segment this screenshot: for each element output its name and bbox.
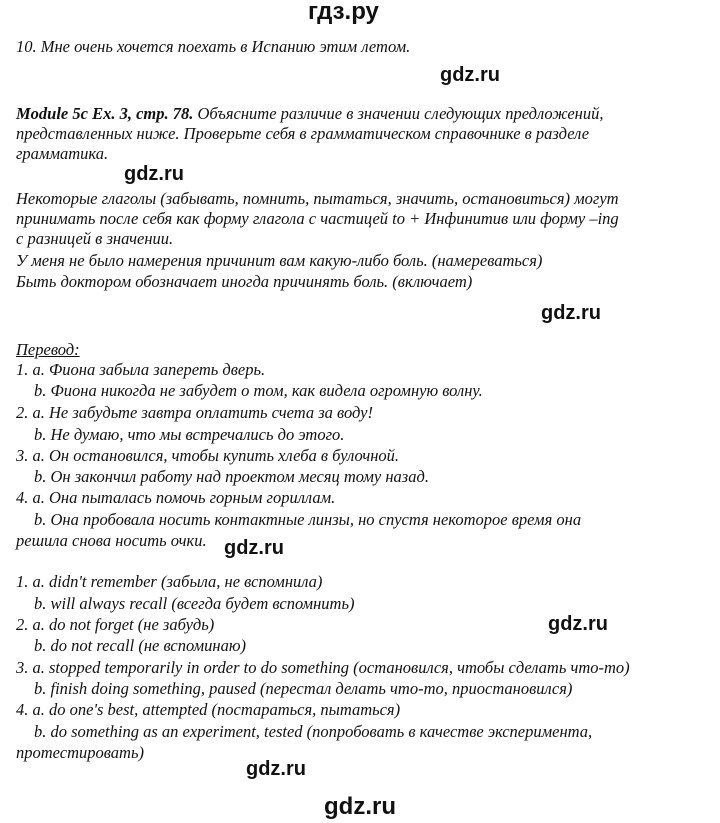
watermark: gdz.ru [548, 613, 608, 635]
explanation-line: с разницей в значении. [16, 229, 174, 248]
answer-item: b. will always recall (всегда будет вспомнить) [34, 594, 355, 613]
explanation-line: У меня не было намерения причинит вам какую-либо боль. (намереваться) [16, 251, 543, 270]
answer-item: b. do not recall (не вспоминаю) [34, 636, 246, 655]
watermark: gdz.ru [224, 537, 284, 559]
answer-item: 3. a. stopped temporarily in order to do something (остановился, чтобы сделать что-то) [16, 658, 630, 677]
translation-heading: Перевод: [16, 340, 80, 359]
watermark: gdz.ru [246, 758, 306, 780]
explanation-line: Некоторые глаголы (забывать, помнить, пытаться, значить, остановиться) могут [16, 189, 619, 208]
translation-item: b. Он закончил работу над проектом месяц тому назад. [34, 467, 429, 486]
answer-item: b. finish doing something, paused (перестал делать что-то, приостановился) [34, 679, 573, 698]
answer-item: 2. a. do not forget (не забудь) [16, 615, 215, 634]
translation-item: b. Она пробовала носить контактные линзы, но спустя некоторое время она [34, 510, 582, 529]
task-reference: Module 5c Ex. 3, стр. 78. [16, 104, 194, 123]
watermark: gdz.ru [541, 302, 601, 324]
task-heading [16, 104, 604, 124]
watermark: gdz.ru [124, 163, 184, 185]
translation-item: решила снова носить очки. [16, 531, 207, 550]
task-text: представленных ниже. Проверьте себя в грамматическом справочнике в разделе [16, 124, 590, 143]
answer-item: 1. a. didn't remember (забыла, не вспомнила) [16, 572, 323, 591]
watermark-top: гдз.ру [308, 0, 379, 25]
task-text: Объясните различие в значении следующих предложений, [193, 104, 604, 123]
translation-item: 1. a. Фиона забыла запереть дверь. [16, 360, 266, 379]
task-text: грамматика. [16, 144, 109, 163]
explanation-line: Быть доктором обозначает иногда причинять боль. (включает) [16, 272, 473, 291]
explanation-line: принимать после себя как форму глагола с частицей to + Инфинитив или форму –ing [16, 209, 619, 228]
translation-item: 2. a. Не забудьте завтра оплатить счета за воду! [16, 403, 373, 422]
translation-item: b. Не думаю, что мы встречались до этого. [34, 425, 345, 444]
watermark: gdz.ru [324, 793, 396, 820]
translation-item: 3. a. Он остановился, чтобы купить хлеба в булочной. [16, 446, 400, 465]
sentence-10: 10. Мне очень хочется поехать в Испанию этим летом. [16, 37, 411, 56]
answer-item: протестировать) [16, 743, 144, 762]
translation-item: b. Фиона никогда не забудет о том, как видела огромную волну. [34, 381, 483, 400]
translation-item: 4. a. Она пыталась помочь горным гориллам. [16, 488, 336, 507]
watermark: gdz.ru [440, 64, 500, 86]
answer-item: 4. a. do one's best, attempted (постараться, пытаться) [16, 700, 401, 719]
answer-item: b. do something as an experiment, tested (попробовать в качестве эксперимента, [34, 722, 593, 741]
